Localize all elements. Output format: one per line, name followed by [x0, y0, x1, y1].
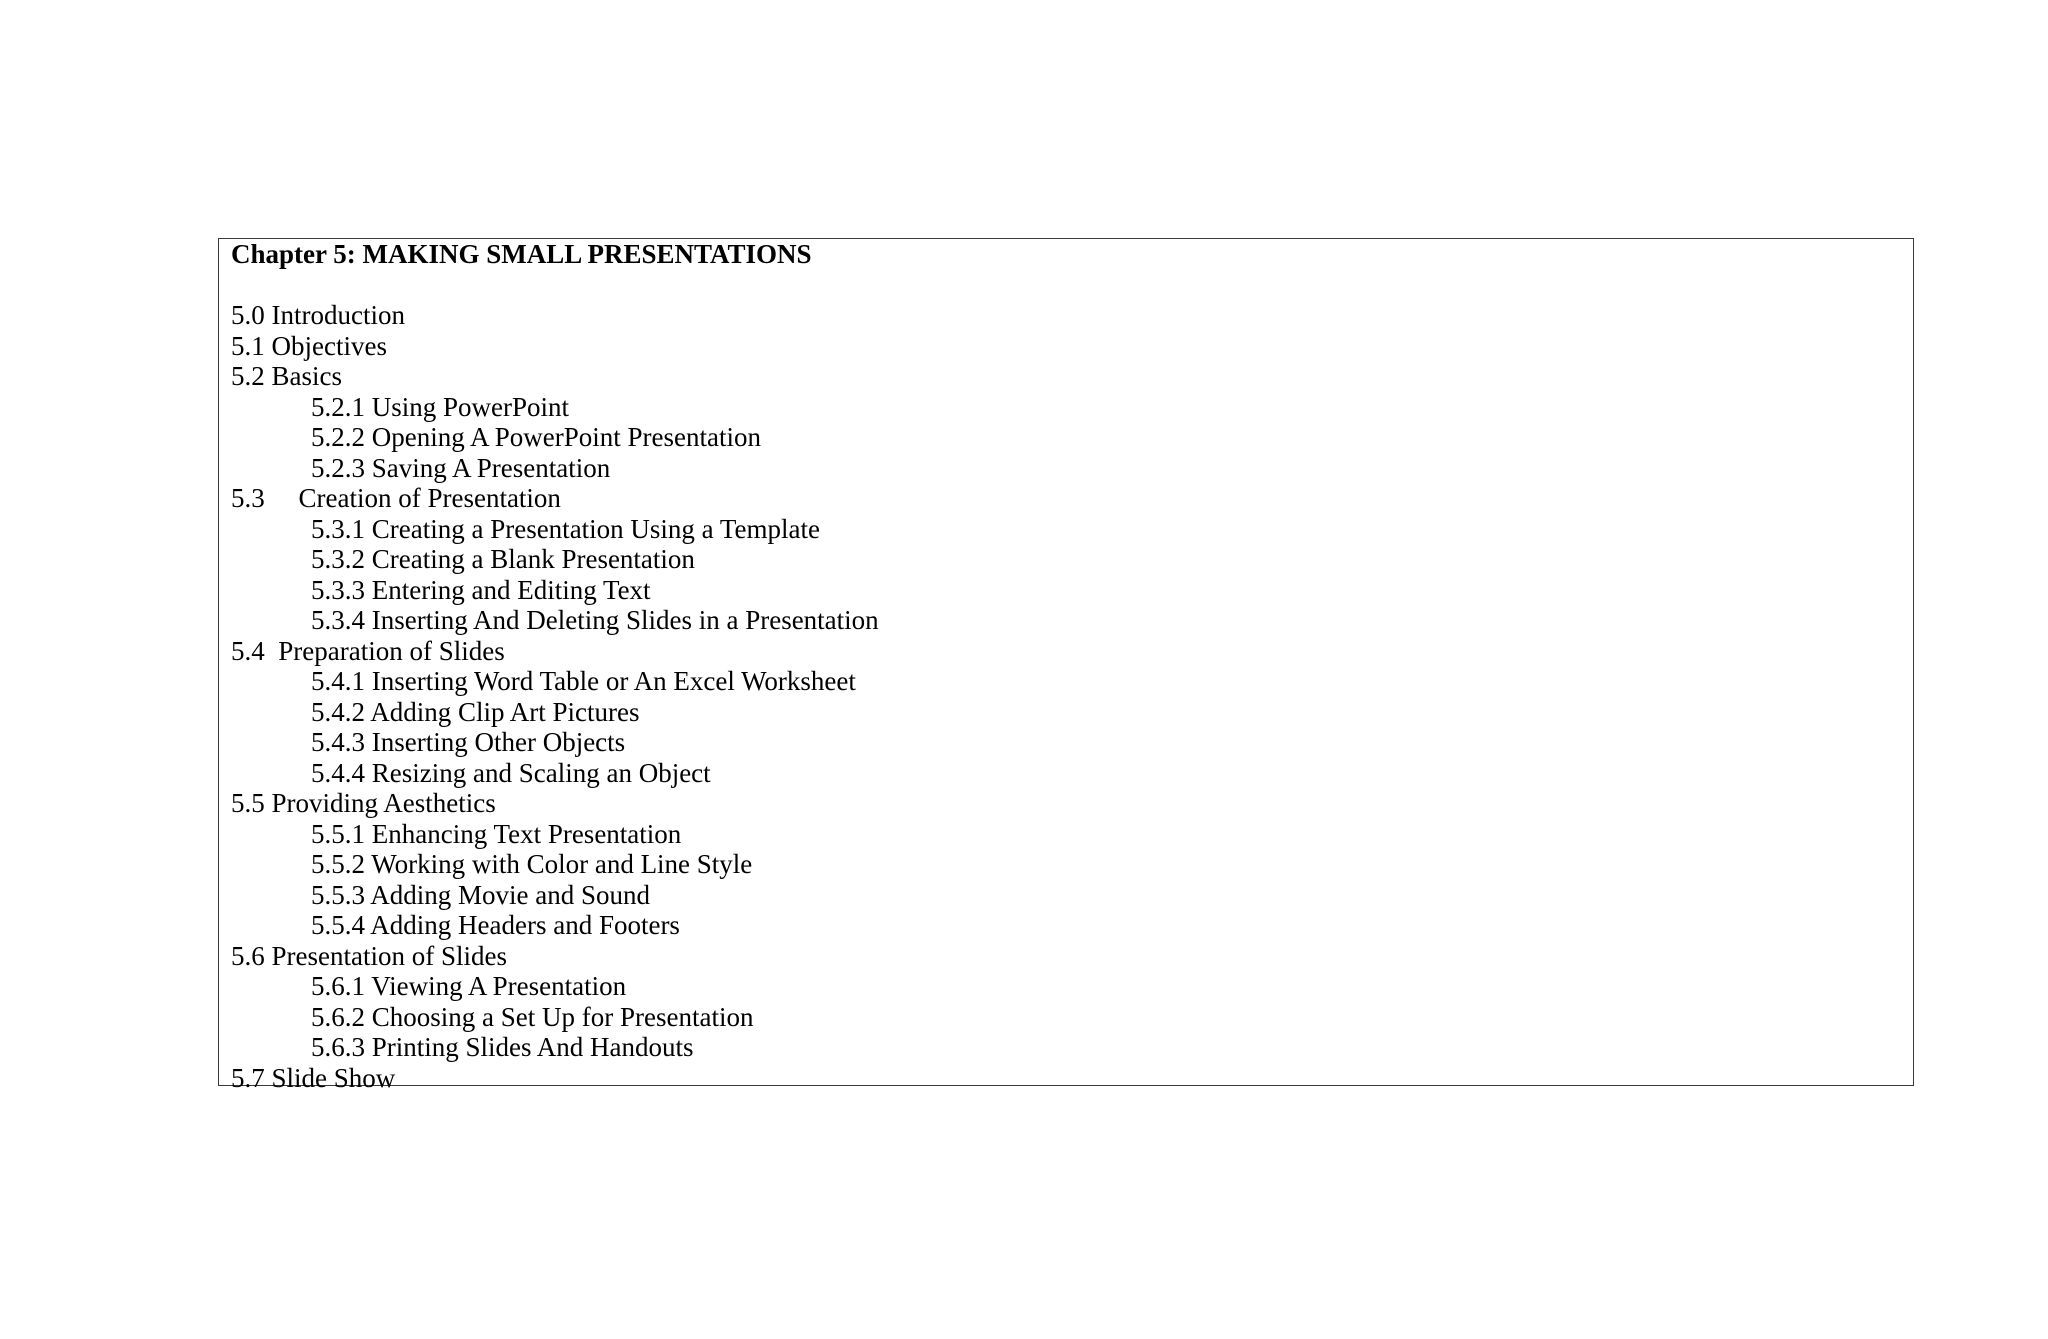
toc-entry: 5.5 Providing Aesthetics [231, 788, 496, 818]
toc-subentry: 5.6.3 Printing Slides And Handouts [311, 1032, 694, 1062]
toc-subentry: 5.3.1 Creating a Presentation Using a Template [311, 513, 820, 544]
toc-subentry: 5.5.1 Enhancing Text Presentation [311, 818, 682, 849]
toc-entry: 5.3 Creation of Presentation [231, 483, 561, 513]
toc-subentry: 5.5.3 Adding Movie and Sound [311, 879, 651, 910]
toc-subentry: 5.5.4 Adding Headers and Footers [311, 910, 680, 940]
toc-subentry: 5.4.1 Inserting Word Table or An Excel Worksheet [311, 666, 856, 696]
toc-subentry: 5.4.2 Adding Clip Art Pictures [311, 696, 640, 727]
toc-entry: 5.0 Introduction [231, 300, 405, 330]
contents-list [231, 300, 1913, 1093]
toc-entry: 5.7 Slide Show [231, 1062, 396, 1093]
toc-entry: 5.4 Preparation of Slides [231, 635, 505, 666]
toc-entry: 5.6 Presentation of Slides [231, 940, 507, 971]
toc-subentry: 5.5.2 Working with Color and Line Style [311, 849, 753, 879]
chapter-contents-box [218, 238, 1914, 1093]
toc-subentry: 5.2.3 Saving A Presentation [311, 452, 611, 483]
toc-subentry: 5.4.4 Resizing and Scaling an Object [311, 757, 711, 788]
toc-subentry: 5.3.2 Creating a Blank Presentation [311, 544, 695, 574]
toc-subentry: 5.2.1 Using PowerPoint [311, 391, 570, 422]
chapter-title: Chapter 5: MAKING SMALL PRESENTATIONS [231, 239, 812, 269]
toc-subentry: 5.3.4 Inserting And Deleting Slides in a Presentation [311, 605, 879, 635]
toc-subentry: 5.3.3 Entering and Editing Text [311, 574, 651, 605]
toc-subentry: 5.6.1 Viewing A Presentation [311, 971, 627, 1001]
toc-subentry: 5.4.3 Inserting Other Objects [311, 727, 626, 757]
toc-subentry: 5.6.2 Choosing a Set Up for Presentation [311, 1001, 754, 1032]
toc-entry: 5.2 Basics [231, 361, 342, 391]
toc-entry: 5.1 Objectives [231, 330, 387, 361]
toc-subentry: 5.2.2 Opening A PowerPoint Presentation [311, 422, 761, 452]
